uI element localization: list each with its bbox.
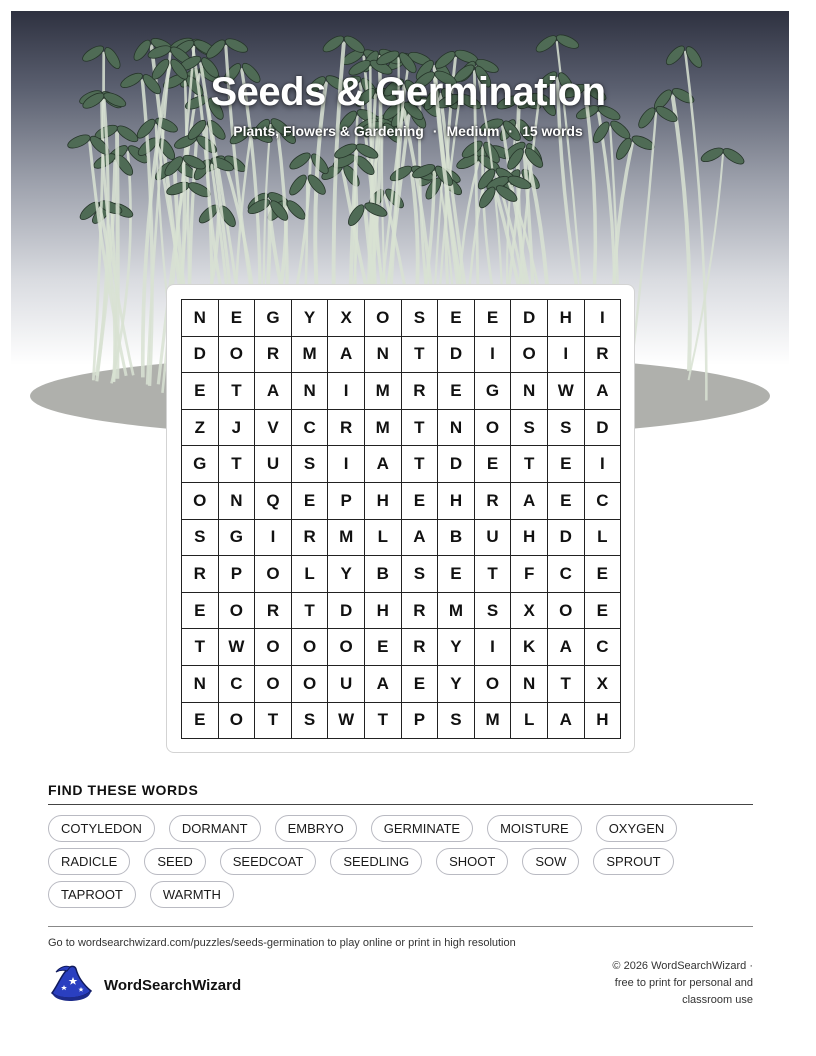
grid-cell[interactable]: V bbox=[255, 410, 292, 447]
grid-cell[interactable]: D bbox=[548, 520, 585, 557]
grid-cell[interactable]: O bbox=[292, 666, 329, 703]
grid-cell[interactable]: E bbox=[438, 373, 475, 410]
grid-cell[interactable]: D bbox=[182, 337, 219, 374]
word-list bbox=[48, 815, 760, 908]
grid-cell[interactable]: E bbox=[182, 703, 219, 740]
grid-cell[interactable]: C bbox=[585, 629, 622, 666]
grid-cell[interactable]: G bbox=[219, 520, 256, 557]
footer-link[interactable]: Go to wordsearchwizard.com/puzzles/seeds-germination to play online or print in high resolution bbox=[48, 937, 516, 949]
grid-cell[interactable]: B bbox=[438, 520, 475, 557]
grid-cell[interactable]: T bbox=[255, 703, 292, 740]
grid-cell[interactable]: E bbox=[585, 593, 622, 630]
grid-cell[interactable]: R bbox=[402, 593, 439, 630]
grid-cell[interactable]: O bbox=[255, 666, 292, 703]
grid-cell[interactable]: W bbox=[219, 629, 256, 666]
grid-cell[interactable]: E bbox=[585, 556, 622, 593]
grid-cell[interactable]: Y bbox=[328, 556, 365, 593]
grid-cell[interactable]: A bbox=[548, 703, 585, 740]
grid-cell[interactable]: T bbox=[219, 373, 256, 410]
grid-cell[interactable]: O bbox=[255, 629, 292, 666]
grid-cell[interactable]: S bbox=[402, 300, 439, 337]
grid-cell[interactable]: M bbox=[365, 373, 402, 410]
word-chip: SOW bbox=[522, 848, 579, 875]
grid-cell[interactable]: P bbox=[402, 703, 439, 740]
grid-cell[interactable]: R bbox=[475, 483, 512, 520]
word-chip: EMBRYO bbox=[275, 815, 357, 842]
grid-cell[interactable]: R bbox=[292, 520, 329, 557]
grid-cell[interactable]: A bbox=[365, 446, 402, 483]
word-count-label: 15 words bbox=[522, 123, 583, 139]
word-chip: SHOOT bbox=[436, 848, 508, 875]
grid-cell[interactable]: G bbox=[182, 446, 219, 483]
grid-cell[interactable]: S bbox=[438, 703, 475, 740]
brand-name: WordSearchWizard bbox=[104, 977, 242, 994]
grid-cell[interactable]: X bbox=[328, 300, 365, 337]
grid-cell[interactable]: X bbox=[511, 593, 548, 630]
grid-cell[interactable]: K bbox=[511, 629, 548, 666]
grid-cell[interactable]: I bbox=[585, 300, 622, 337]
grid-cell[interactable]: C bbox=[548, 556, 585, 593]
grid-cell[interactable]: S bbox=[292, 446, 329, 483]
letter-grid bbox=[181, 299, 621, 739]
grid-cell[interactable]: L bbox=[365, 520, 402, 557]
grid-cell[interactable]: H bbox=[585, 703, 622, 740]
grid-cell[interactable]: E bbox=[365, 629, 402, 666]
grid-cell[interactable]: O bbox=[365, 300, 402, 337]
grid-cell[interactable]: T bbox=[402, 446, 439, 483]
grid-cell[interactable]: N bbox=[511, 373, 548, 410]
grid-cell[interactable]: E bbox=[438, 556, 475, 593]
grid-cell[interactable]: H bbox=[365, 593, 402, 630]
word-chip: SEEDLING bbox=[330, 848, 422, 875]
grid-cell[interactable]: R bbox=[585, 337, 622, 374]
grid-cell[interactable]: T bbox=[365, 703, 402, 740]
grid-cell[interactable]: N bbox=[365, 337, 402, 374]
copyright-line: free to print for personal and bbox=[614, 977, 753, 989]
grid-cell[interactable]: N bbox=[438, 410, 475, 447]
grid-cell[interactable]: U bbox=[328, 666, 365, 703]
word-chip: OXYGEN bbox=[596, 815, 678, 842]
grid-cell[interactable]: R bbox=[255, 593, 292, 630]
puzzle-card bbox=[166, 284, 635, 753]
grid-cell[interactable]: R bbox=[255, 337, 292, 374]
grid-cell[interactable]: G bbox=[255, 300, 292, 337]
grid-cell[interactable]: O bbox=[255, 556, 292, 593]
grid-cell[interactable]: E bbox=[402, 483, 439, 520]
grid-cell[interactable]: N bbox=[511, 666, 548, 703]
grid-cell[interactable]: O bbox=[292, 629, 329, 666]
grid-cell[interactable]: H bbox=[511, 520, 548, 557]
grid-cell[interactable]: O bbox=[475, 410, 512, 447]
copyright-notice bbox=[553, 958, 753, 1009]
grid-cell[interactable]: S bbox=[475, 593, 512, 630]
word-chip: SPROUT bbox=[593, 848, 673, 875]
grid-cell[interactable]: A bbox=[585, 373, 622, 410]
grid-cell[interactable]: Z bbox=[182, 410, 219, 447]
grid-cell[interactable]: C bbox=[292, 410, 329, 447]
grid-cell[interactable]: T bbox=[475, 556, 512, 593]
grid-cell[interactable]: N bbox=[292, 373, 329, 410]
grid-cell[interactable]: S bbox=[182, 520, 219, 557]
grid-cell[interactable]: Y bbox=[438, 666, 475, 703]
grid-cell[interactable]: G bbox=[475, 373, 512, 410]
grid-cell[interactable]: I bbox=[475, 337, 512, 374]
grid-cell[interactable]: A bbox=[328, 337, 365, 374]
grid-cell[interactable]: I bbox=[548, 337, 585, 374]
grid-cell[interactable]: D bbox=[438, 337, 475, 374]
grid-cell[interactable]: O bbox=[219, 593, 256, 630]
wizard-hat-icon bbox=[48, 963, 94, 1008]
grid-cell[interactable]: R bbox=[402, 373, 439, 410]
word-chip: SEED bbox=[144, 848, 205, 875]
grid-cell[interactable]: S bbox=[511, 410, 548, 447]
grid-cell[interactable]: E bbox=[182, 373, 219, 410]
grid-cell[interactable]: H bbox=[365, 483, 402, 520]
grid-cell[interactable]: H bbox=[438, 483, 475, 520]
grid-cell[interactable]: O bbox=[548, 593, 585, 630]
grid-cell[interactable]: N bbox=[182, 300, 219, 337]
word-chip: DORMANT bbox=[169, 815, 261, 842]
grid-cell[interactable]: N bbox=[219, 483, 256, 520]
word-chip: SEEDCOAT bbox=[220, 848, 317, 875]
word-chip: WARMTH bbox=[150, 881, 234, 908]
copyright-line: © 2026 WordSearchWizard · bbox=[612, 960, 753, 972]
difficulty-label: Medium bbox=[446, 123, 500, 139]
grid-cell[interactable]: C bbox=[219, 666, 256, 703]
grid-cell[interactable]: E bbox=[292, 483, 329, 520]
separator-dot: · bbox=[508, 123, 514, 139]
grid-cell[interactable]: D bbox=[585, 410, 622, 447]
grid-cell[interactable]: E bbox=[219, 300, 256, 337]
grid-cell[interactable]: E bbox=[402, 666, 439, 703]
grid-cell[interactable]: E bbox=[475, 300, 512, 337]
grid-cell[interactable]: D bbox=[328, 593, 365, 630]
grid-cell[interactable]: B bbox=[365, 556, 402, 593]
grid-cell[interactable]: I bbox=[475, 629, 512, 666]
word-list-heading: FIND THESE WORDS bbox=[48, 782, 199, 798]
grid-cell[interactable]: A bbox=[365, 666, 402, 703]
grid-cell[interactable]: O bbox=[219, 337, 256, 374]
grid-cell[interactable]: M bbox=[292, 337, 329, 374]
grid-cell[interactable]: I bbox=[585, 446, 622, 483]
grid-cell[interactable]: O bbox=[219, 703, 256, 740]
grid-cell[interactable]: A bbox=[548, 629, 585, 666]
grid-cell[interactable]: O bbox=[328, 629, 365, 666]
grid-cell[interactable]: S bbox=[292, 703, 329, 740]
grid-cell[interactable]: O bbox=[511, 337, 548, 374]
grid-cell[interactable]: T bbox=[402, 337, 439, 374]
grid-cell[interactable]: O bbox=[182, 483, 219, 520]
word-chip: GERMINATE bbox=[371, 815, 473, 842]
grid-cell[interactable]: N bbox=[182, 666, 219, 703]
grid-cell[interactable]: D bbox=[511, 300, 548, 337]
grid-cell[interactable]: L bbox=[292, 556, 329, 593]
grid-cell[interactable]: T bbox=[219, 446, 256, 483]
category-label: Plants, Flowers & Gardening bbox=[233, 123, 424, 139]
divider bbox=[48, 804, 753, 805]
grid-cell[interactable]: H bbox=[548, 300, 585, 337]
word-chip: COTYLEDON bbox=[48, 815, 155, 842]
grid-cell[interactable]: I bbox=[328, 373, 365, 410]
grid-cell[interactable]: Y bbox=[292, 300, 329, 337]
grid-cell[interactable]: M bbox=[475, 703, 512, 740]
grid-cell[interactable]: Q bbox=[255, 483, 292, 520]
brand[interactable] bbox=[48, 963, 241, 1008]
copyright-line: classroom use bbox=[682, 994, 753, 1006]
grid-cell[interactable]: M bbox=[438, 593, 475, 630]
word-chip: MOISTURE bbox=[487, 815, 582, 842]
grid-cell[interactable]: T bbox=[402, 410, 439, 447]
grid-cell[interactable]: E bbox=[182, 593, 219, 630]
grid-cell[interactable]: A bbox=[402, 520, 439, 557]
grid-cell[interactable]: I bbox=[328, 446, 365, 483]
grid-cell[interactable]: U bbox=[475, 520, 512, 557]
grid-cell[interactable]: S bbox=[402, 556, 439, 593]
grid-cell[interactable]: I bbox=[255, 520, 292, 557]
separator-dot: · bbox=[432, 123, 438, 139]
grid-cell[interactable]: O bbox=[475, 666, 512, 703]
grid-cell[interactable]: E bbox=[548, 446, 585, 483]
grid-cell[interactable]: Y bbox=[438, 629, 475, 666]
grid-cell[interactable]: T bbox=[548, 666, 585, 703]
grid-cell[interactable]: A bbox=[511, 483, 548, 520]
grid-cell[interactable]: E bbox=[475, 446, 512, 483]
word-chip: RADICLE bbox=[48, 848, 130, 875]
grid-cell[interactable]: P bbox=[328, 483, 365, 520]
divider bbox=[48, 926, 753, 927]
word-chip: TAPROOT bbox=[48, 881, 136, 908]
grid-cell[interactable]: F bbox=[511, 556, 548, 593]
grid-cell[interactable]: E bbox=[548, 483, 585, 520]
grid-cell[interactable]: X bbox=[585, 666, 622, 703]
grid-cell[interactable]: C bbox=[585, 483, 622, 520]
grid-cell[interactable]: D bbox=[438, 446, 475, 483]
grid-cell[interactable]: R bbox=[182, 556, 219, 593]
grid-cell[interactable]: M bbox=[328, 520, 365, 557]
page-title: Seeds & Germination bbox=[210, 70, 606, 114]
grid-cell[interactable]: E bbox=[438, 300, 475, 337]
grid-cell[interactable]: W bbox=[328, 703, 365, 740]
grid-cell[interactable]: L bbox=[585, 520, 622, 557]
grid-cell[interactable]: J bbox=[219, 410, 256, 447]
grid-cell[interactable]: T bbox=[182, 629, 219, 666]
grid-cell[interactable]: R bbox=[328, 410, 365, 447]
grid-cell[interactable]: S bbox=[548, 410, 585, 447]
grid-cell[interactable]: T bbox=[292, 593, 329, 630]
puzzle-meta bbox=[0, 123, 816, 139]
grid-cell[interactable]: P bbox=[219, 556, 256, 593]
grid-cell[interactable]: A bbox=[255, 373, 292, 410]
grid-cell[interactable]: L bbox=[511, 703, 548, 740]
grid-cell[interactable]: W bbox=[548, 373, 585, 410]
grid-cell[interactable]: T bbox=[511, 446, 548, 483]
grid-cell[interactable]: U bbox=[255, 446, 292, 483]
grid-cell[interactable]: M bbox=[365, 410, 402, 447]
grid-cell[interactable]: R bbox=[402, 629, 439, 666]
